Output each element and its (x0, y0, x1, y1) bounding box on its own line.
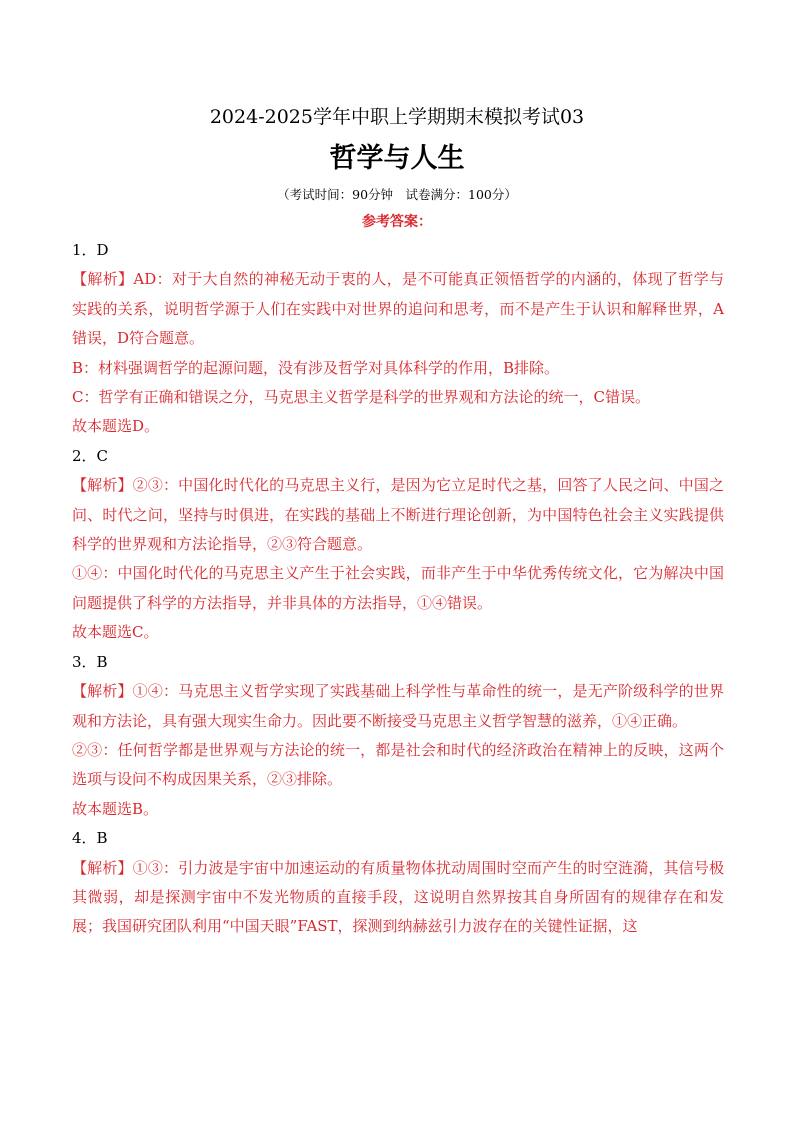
answer-body (72, 236, 724, 942)
answer-number: 2．C (72, 446, 109, 465)
answer-analysis: 【解析】AD：对于大自然的神秘无动于衷的人，是不可能真正领悟哲学的内涵的，体现了哲学与实践的关系，说明哲学源于人们在实践中对世界的追问和思考，而不是产生于认识和解释世界，A错误，D符合题意。 (72, 270, 724, 348)
subject-title: 哲学与人生 (329, 143, 465, 174)
analysis-note: ①④：中国化时代化的马克思主义产生于社会实践，而非产生于中华优秀传统文化，它为解决中国问题提供了科学的方法指导，并非具体的方法指导，①④错误。 (72, 564, 724, 612)
answer-number: 1．D (72, 241, 109, 259)
answer-analysis: 【解析】②③：中国化时代化的马克思主义行，是因为它立足时代之基，回答了人民之问、中国之问、时代之问，坚持与时俱进，在实践的基础上不断进行理论创新，为中国特色社会主义实践提供科学的世界观和方法论指导，②③符合题意。 (72, 476, 724, 554)
answer-number: 4．B (72, 829, 108, 848)
answer-conclusion: 故本题选D。 (72, 417, 160, 436)
analysis-note: ②③：任何哲学都是世界观与方法论的统一，都是社会和时代的经济政治在精神上的反映，这两个选项与设问不构成因果关系，②③排除。 (72, 740, 724, 789)
answer-number: 3．B (72, 652, 108, 671)
exam-title: 2024-2025学年中职上学期期末模拟考试03 (209, 106, 585, 128)
exam-info: （考试时间：90分钟 试卷满分：100分） (277, 187, 517, 202)
answer-conclusion: 故本题选C。 (72, 623, 159, 642)
analysis-note: C：哲学有正确和错误之分，马克思主义哲学是科学的世界观和方法论的统一，C错误。 (72, 388, 650, 407)
answer-conclusion: 故本题选B。 (72, 799, 159, 818)
answer-analysis: 【解析】①③：引力波是宇宙中加速运动的有质量物体扰动周围时空而产生的时空涟漪，其信号极其微弱，却是探测宇宙中不发光物质的直接手段，这说明自然界按其自身所固有的规律存在和发展；我国研究团队利用“中国天眼”FAST，探测到纳赫兹引力波存在的关键性证据，这 (72, 858, 724, 936)
answer-heading: 参考答案： (362, 214, 432, 230)
answer-analysis: 【解析】①④：马克思主义哲学实现了实践基础上科学性与革命性的统一，是无产阶级科学的世界观和方法论，具有强大现实生命力。因此要不断接受马克思主义哲学智慧的滋养，①④正确。 (72, 682, 724, 730)
analysis-note: B：材料强调哲学的起源问题，没有涉及哲学对具体科学的作用，B排除。 (72, 358, 560, 377)
